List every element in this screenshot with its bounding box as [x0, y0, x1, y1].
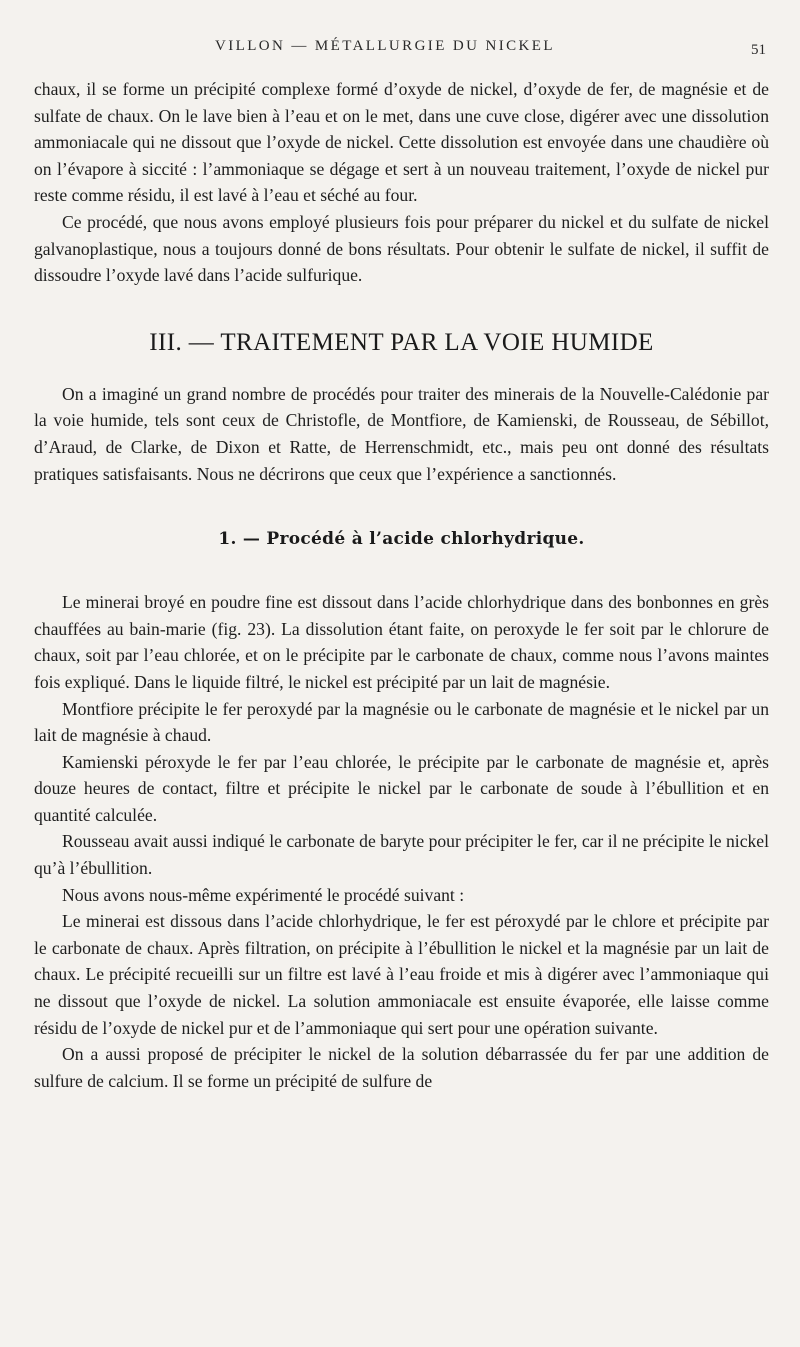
paragraph-experimente: Nous avons nous-même expérimenté le procédé suivant : [62, 884, 465, 905]
page-number: 51 [751, 42, 766, 58]
paragraph-sulfure-calcium: On a aussi proposé de précipiter le nickel de la solution débarrassée du fer par une addition de sulfure de calcium. Il se forme un précipité de sulfure de [34, 1044, 769, 1091]
paragraph-kamienski: Kamienski péroxyde le fer par l’eau chlorée, le précipite par le carbonate de magnésie et, après douze heures de contact, filtre et précipite le nickel par le carbonate de soude à l’ébullition et en quantité calculée. [34, 751, 769, 825]
page-body [34, 76, 769, 1094]
paragraph-procede-suivant: Le minerai est dissous dans l’acide chlorhydrique, le fer est péroxydé par le chlore et précipite par le carbonate de chaux. Après filtration, on précipite à l’ébullition le nickel et la magnésie par un lait de chaux. Le précipité recueilli sur un filtre est lavé à l’eau froide et mis à digérer avec l’ammoniaque qui ne dissout que l’oxyde de nickel. La solution ammoniacale est ensuite évaporée, elle laisse comme résidu de l’oxyde de nickel pur et de l’ammoniaque qui sert pour une opération suivante. [34, 911, 769, 1038]
paragraph-continuation: chaux, il se forme un précipité complexe formé d’oxyde de nickel, d’oxyde de fer, de magnésie et de sulfate de chaux. On le lave bien à l’eau et on le met, dans une cuve close, digérer avec une dissolution ammoniacale qui ne dissout que l’oxyde de nickel. Cette dissolution est envoyée dans une chaudière où on l’évapore à siccité : l’ammoniaque se dégage et sert à un nouveau traitement, l’oxyde de nickel pur reste comme résidu, il est lavé à l’eau et séché au four. [34, 79, 769, 206]
subsection-heading: 1. — Procédé à l’acide chlorhydrique. [218, 529, 585, 550]
section-heading: III. — TRAITEMENT PAR LA VOIE HUMIDE [149, 328, 654, 356]
running-head: VILLON — MÉTALLURGIE DU NICKEL [215, 38, 555, 54]
paragraph-minerai-broye: Le minerai broyé en poudre fine est dissout dans l’acide chlorhydrique dans des bonbonnes en grès chauffées au bain-marie (fig. 23). La dissolution étant faite, on peroxyde le fer soit par le chlorure de chaux, soit par l’eau chlorée, et on le précipite par le carbonate de chaux, comme nous l’avons maintes fois expliqué. Dans le liquide filtré, le nickel est précipité par un lait de magnésie. [34, 592, 769, 692]
paragraph-procede-resultats: Ce procédé, que nous avons employé plusieurs fois pour préparer du nickel et du sulfate de nickel galvanoplastique, nous a toujours donné de bons résultats. Pour obtenir le sulfate de nickel, il suffit de dissoudre l’oxyde lavé dans l’acide sulfurique. [34, 211, 769, 286]
section-intro-paragraph: On a imaginé un grand nombre de procédés pour traiter des minerais de la Nouvelle-Calédonie par la voie humide, tels sont ceux de Christofle, de Montfiore, de Kamienski, de Rousseau, de Sébillot, d’Araud, de Clarke, de Dixon et Ratte, de Herrenschmidt, etc., mais peu ont donné des résultats pratiques satisfaisants. Nous ne décrirons que ceux que l’expérience a sanctionnés. [34, 383, 769, 484]
paragraph-rousseau: Rousseau avait aussi indiqué le carbonate de baryte pour précipiter le fer, car il ne précipite le nickel qu’à l’ébullition. [34, 831, 769, 879]
paragraph-montfiore: Montfiore précipite le fer peroxydé par la magnésie ou le carbonate de magnésie et le nickel par un lait de magnésie à chaud. [34, 698, 769, 746]
